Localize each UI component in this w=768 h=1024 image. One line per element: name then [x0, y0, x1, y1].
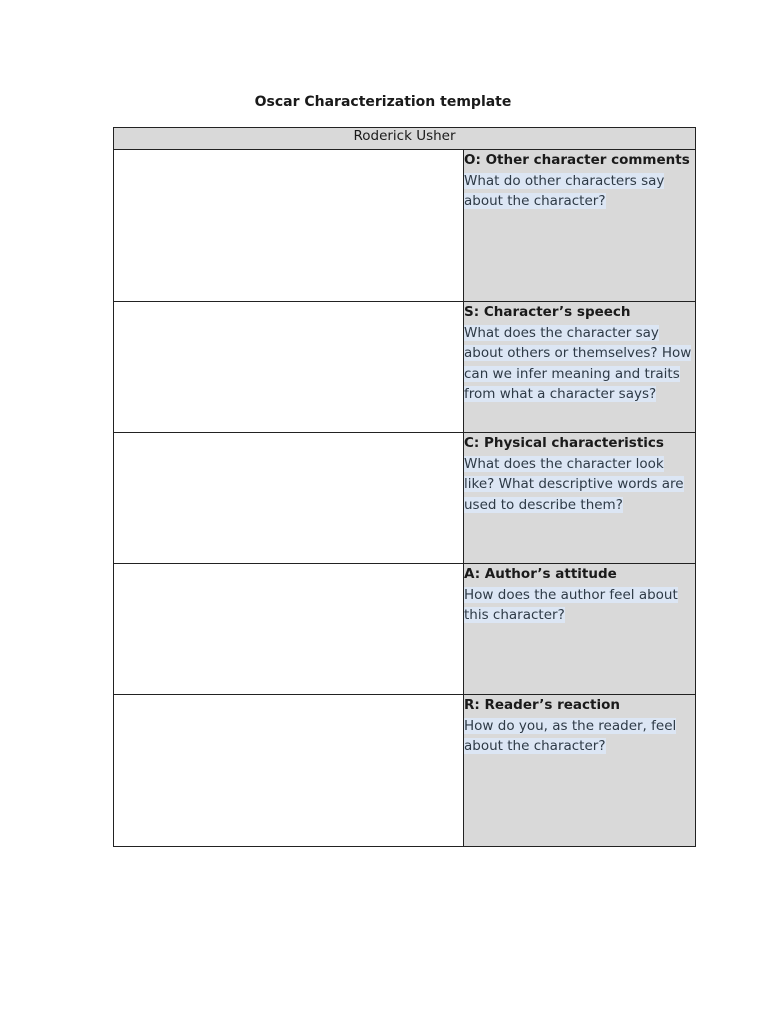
prompt-label: O: Other character comments — [464, 152, 690, 168]
prompt-cell-other-comments — [464, 150, 696, 302]
response-cell-speech[interactable] — [114, 302, 464, 433]
prompt-cell-physical — [464, 433, 696, 564]
response-cell-other-comments[interactable] — [114, 150, 464, 302]
response-cell-physical[interactable] — [114, 433, 464, 564]
prompt-label: S: Character’s speech — [464, 304, 631, 320]
prompt-label: R: Reader’s reaction — [464, 697, 620, 713]
table-row — [114, 150, 696, 302]
prompt-cell-reader-reaction — [464, 695, 696, 847]
oscar-table — [113, 127, 696, 847]
prompt-question: How does the author feel about this character? — [464, 586, 678, 623]
prompt-question: What does the character look like? What descriptive words are used to describe them? — [464, 455, 684, 513]
table-row — [114, 695, 696, 847]
document-title — [0, 94, 768, 110]
prompt-label: A: Author’s attitude — [464, 566, 617, 582]
prompt-question: How do you, as the reader, feel about the character? — [464, 717, 677, 754]
prompt-question: What do other characters say about the character? — [464, 172, 665, 209]
prompt-question: What does the character say about others or themselves? How can we infer meaning and traits from what a character says? — [464, 324, 692, 402]
character-name-header: Roderick Usher — [114, 128, 696, 150]
response-cell-author-attitude[interactable] — [114, 564, 464, 695]
table-row — [114, 564, 696, 695]
table-header-row — [114, 128, 696, 150]
prompt-cell-speech — [464, 302, 696, 433]
table-row — [114, 433, 696, 564]
response-cell-reader-reaction[interactable] — [114, 695, 464, 847]
prompt-cell-author-attitude — [464, 564, 696, 695]
document-title-text: Oscar Characterization template — [254, 94, 512, 110]
prompt-label: C: Physical characteristics — [464, 435, 664, 451]
table-row — [114, 302, 696, 433]
